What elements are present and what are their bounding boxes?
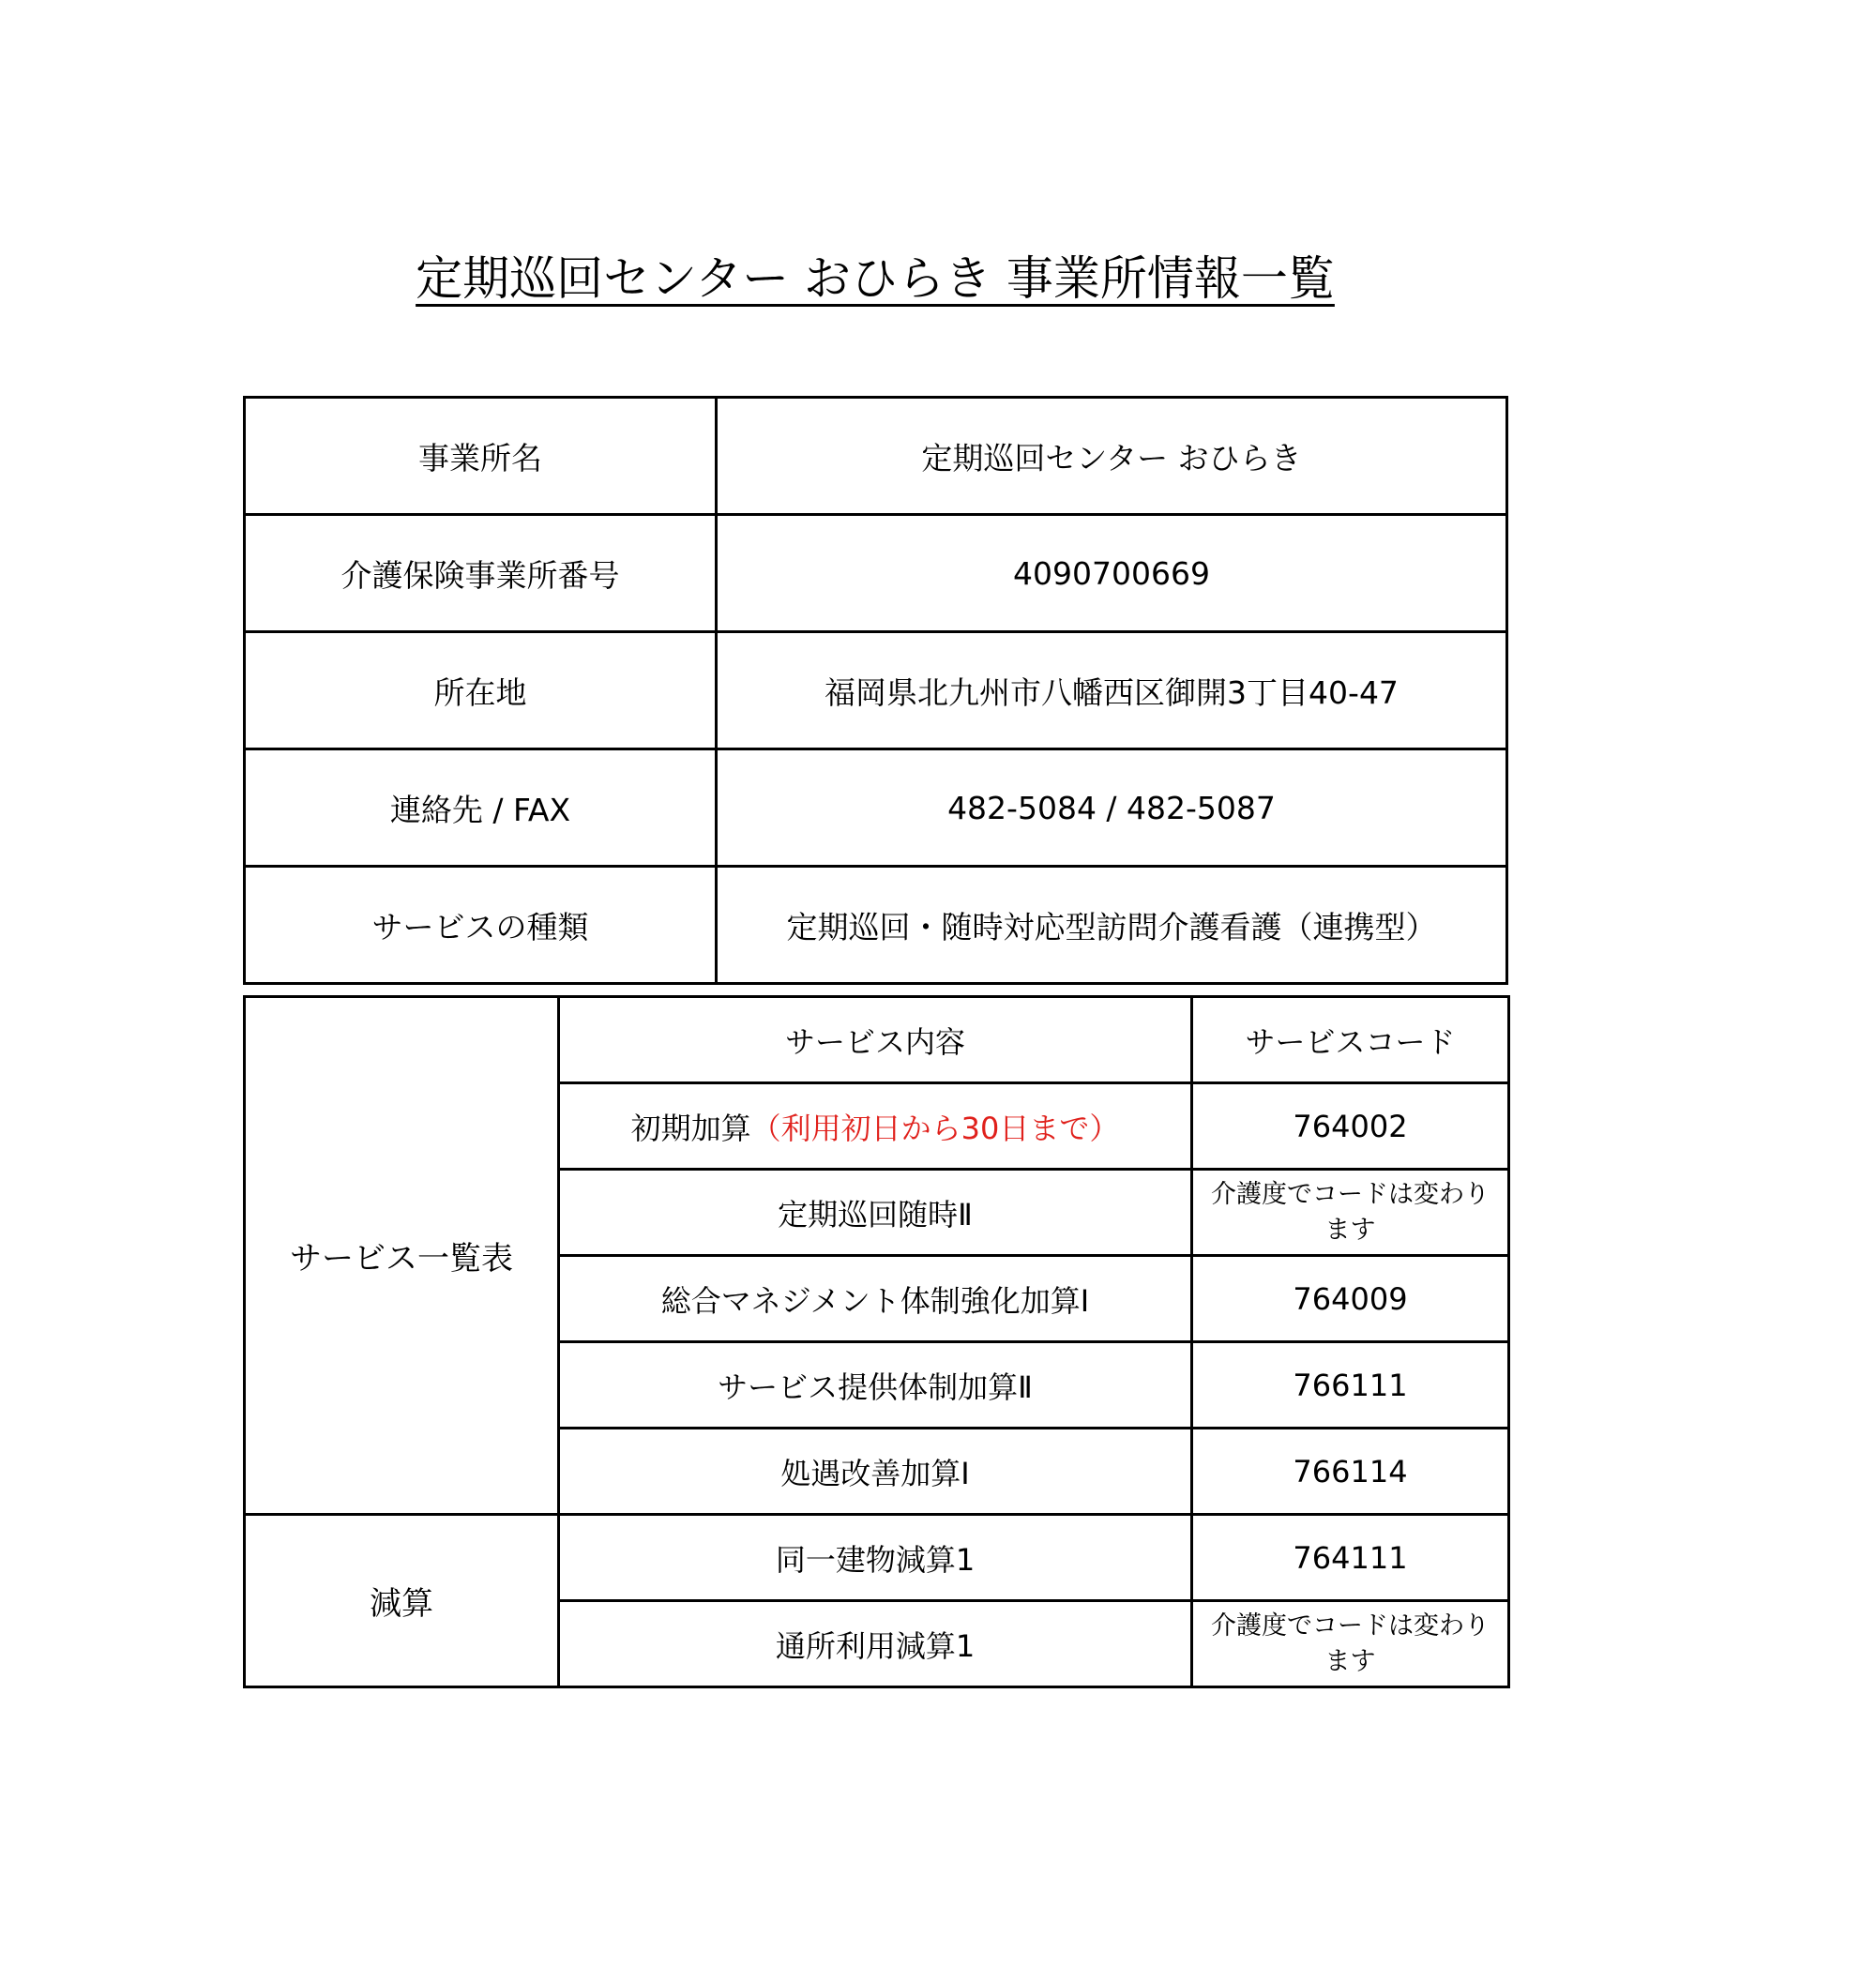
info-row [245, 398, 1507, 515]
service-code: 764009 [1192, 1256, 1509, 1342]
info-row [245, 515, 1507, 632]
info-row [245, 749, 1507, 867]
page-title [0, 246, 1750, 311]
info-row [245, 867, 1507, 984]
service-header-row [245, 997, 1509, 1083]
service-name: 処遇改善加算Ⅰ [559, 1429, 1192, 1515]
service-code-header: サービスコード [1192, 997, 1509, 1083]
service-list-table [243, 995, 1510, 1688]
info-row [245, 632, 1507, 749]
service-name-text: 初期加算 [630, 1110, 751, 1146]
facility-info-table [243, 396, 1508, 985]
service-name: 定期巡回随時Ⅱ [559, 1170, 1192, 1256]
info-value: 定期巡回・随時対応型訪問介護看護（連携型） [717, 867, 1507, 984]
info-label: 事業所名 [245, 398, 717, 515]
reduction-code: 764111 [1192, 1515, 1509, 1601]
info-label: 介護保険事業所番号 [245, 515, 717, 632]
reduction-section-label: 減算 [245, 1515, 559, 1687]
service-name [559, 1083, 1192, 1170]
reduction-name: 通所利用減算1 [559, 1601, 1192, 1687]
info-value: 482-5084 / 482-5087 [717, 749, 1507, 867]
page-title-text: 定期巡回センター おひらき 事業所情報一覧 [416, 251, 1335, 306]
service-section-label: サービス一覧表 [245, 997, 559, 1515]
service-code: 766114 [1192, 1429, 1509, 1515]
reduction-code: 介護度でコードは変わります [1192, 1601, 1509, 1687]
info-value: 定期巡回センター おひらき [717, 398, 1507, 515]
info-value: 福岡県北九州市八幡西区御開3丁目40-47 [717, 632, 1507, 749]
service-code: 介護度でコードは変わります [1192, 1170, 1509, 1256]
service-note: （利用初日から30日まで） [750, 1110, 1120, 1146]
info-label: サービスの種類 [245, 867, 717, 984]
reduction-row [245, 1515, 1509, 1601]
service-name: 総合マネジメント体制強化加算Ⅰ [559, 1256, 1192, 1342]
service-name: サービス提供体制加算Ⅱ [559, 1342, 1192, 1429]
service-code: 766111 [1192, 1342, 1509, 1429]
info-label: 連絡先 / FAX [245, 749, 717, 867]
info-value: 4090700669 [717, 515, 1507, 632]
info-label: 所在地 [245, 632, 717, 749]
service-name-header: サービス内容 [559, 997, 1192, 1083]
service-code: 764002 [1192, 1083, 1509, 1170]
reduction-name: 同一建物減算1 [559, 1515, 1192, 1601]
